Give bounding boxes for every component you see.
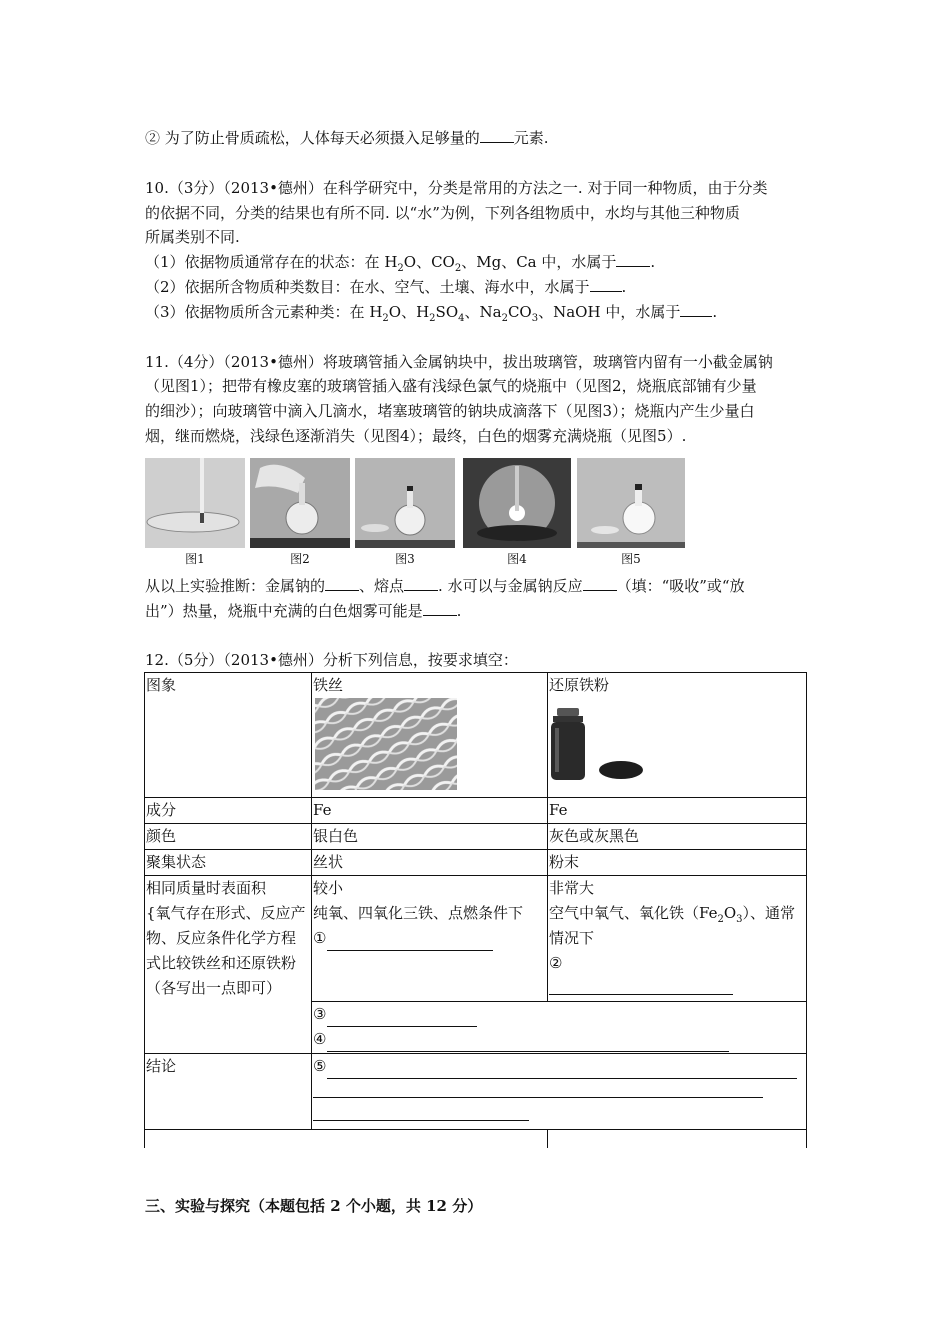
- cell: ⑤: [312, 1054, 807, 1130]
- answer-3-blank[interactable]: [327, 1011, 477, 1027]
- blank[interactable]: [480, 127, 514, 143]
- q9-line: ② 为了防止骨质疏松，人体每天必须摄入足够量的 元素.: [145, 129, 549, 147]
- q11-line1: 11.（4分）（2013•德州）将玻璃管插入金属钠块中，拔出玻璃管，玻璃管内留有一小截金属钠: [145, 353, 773, 371]
- table-row: [145, 850, 807, 876]
- figure-3-caption: 图3: [395, 552, 415, 566]
- figure-4-caption: 图4: [507, 552, 527, 566]
- cell: 结论: [145, 1054, 312, 1130]
- table-row: [145, 1054, 807, 1130]
- q10-line2: 的依据不同，分类的结果也有所不同. 以“水”为例，下列各组物质中，水均与其他三种物质: [145, 204, 740, 222]
- q12-table: [144, 672, 807, 1148]
- cell: 聚集状态: [145, 850, 312, 876]
- figure-2-image: [250, 458, 350, 548]
- section-3-heading: 三、实验与探究（本题包括 2 个小题，共 12 分）: [145, 1197, 483, 1215]
- cell: 相同质量时表面积 {氧气存在形式、反应产 物、反应条件化学方程 式比较铁丝和还原铁粉 （各写出一点即可）: [145, 876, 312, 1054]
- figure-4-image: [463, 458, 571, 548]
- q12-title: 12.（5分）（2013•德州）分析下列信息，按要求填空：: [145, 651, 518, 669]
- table-row: [145, 798, 807, 824]
- table-row: [145, 673, 807, 798]
- cell: 丝状: [312, 850, 548, 876]
- table-row: [145, 1130, 807, 1148]
- q11-answer-line2: 出”）热量，烧瓶中充满的白色烟雾可能是 .: [145, 602, 462, 620]
- blank[interactable]: [325, 575, 359, 591]
- answer-5-line3[interactable]: [313, 1120, 529, 1121]
- iron-wire-image: [315, 698, 457, 790]
- cell: 较小 纯氧、四氧化三铁、点燃条件下 ①: [312, 876, 548, 1002]
- cell: [145, 1130, 548, 1148]
- answer-2-blank[interactable]: [549, 994, 733, 995]
- figure-1-caption: 图1: [185, 552, 205, 566]
- blank[interactable]: [590, 276, 622, 292]
- blank[interactable]: [423, 600, 457, 616]
- q10-line3: 所属类别不同.: [145, 228, 240, 246]
- figure-3-image: [355, 458, 455, 548]
- q10-sub2: （2）依据所含物质种类数目：在水、空气、土壤、海水中，水属于 .: [145, 278, 627, 296]
- answer-4-blank[interactable]: [327, 1036, 729, 1052]
- cell: [548, 1130, 807, 1148]
- figure-5-caption: 图5: [621, 552, 641, 566]
- q10-sub1: （1）依据物质通常存在的状态：在 $H_2O$、$CO_2$、Mg、Ca 中，水属于 .: [145, 253, 656, 274]
- cell: 还原铁粉: [548, 673, 807, 798]
- q10-sub3: （3）依据物质所含元素种类：在 $H_2O$、$H_2SO_4$、$Na_2CO_3$、NaOH 中，水属于 .: [145, 303, 718, 324]
- figure-1-image: [145, 458, 245, 548]
- cell: 铁丝: [312, 673, 548, 798]
- blank[interactable]: [583, 575, 617, 591]
- q11-answer-line1: 从以上实验推断：金属钠的 、熔点 . 水可以与金属钠反应 （填：“吸收”或“放: [145, 577, 745, 595]
- q11-line3: 的细沙）；向玻璃管中滴入几滴水，堵塞玻璃管的钠块成滴落下（见图3）；烧瓶内产生少量白: [145, 402, 755, 420]
- cell: 灰色或灰黑色: [548, 824, 807, 850]
- cell: 粉末: [548, 850, 807, 876]
- figure-5-image: [577, 458, 685, 548]
- figure-2-caption: 图2: [290, 552, 310, 566]
- reduced-iron-powder-image: [549, 698, 649, 790]
- answer-5-blank[interactable]: [327, 1063, 797, 1079]
- cell: Fe: [312, 798, 548, 824]
- cell: 银白色: [312, 824, 548, 850]
- answer-1-blank[interactable]: [327, 935, 493, 951]
- q11-line2: （见图1）；把带有橡皮塞的玻璃管插入盛有浅绿色氯气的烧瓶中（见图2，烧瓶底部铺有少量: [145, 377, 757, 395]
- cell: Fe: [548, 798, 807, 824]
- blank[interactable]: [680, 301, 712, 317]
- table-row: [145, 824, 807, 850]
- q10-line1: 10.（3分）（2013•德州）在科学研究中，分类是常用的方法之一. 对于同一种物质，由于分类: [145, 179, 768, 197]
- cell: 图象: [145, 673, 312, 798]
- blank[interactable]: [404, 575, 438, 591]
- cell: 非常大 空气中氧气、氧化铁$(Fe_2O_3)$、通常 情况下 ②: [548, 876, 807, 1002]
- blank[interactable]: [616, 251, 650, 267]
- q11-line4: 烟，继而燃烧，浅绿色逐渐消失（见图4）；最终，白色的烟雾充满烧瓶（见图5）.: [145, 427, 687, 445]
- cell: ③ ④: [312, 1002, 807, 1054]
- table-row: [145, 876, 807, 1002]
- cell: 成分: [145, 798, 312, 824]
- cell: 颜色: [145, 824, 312, 850]
